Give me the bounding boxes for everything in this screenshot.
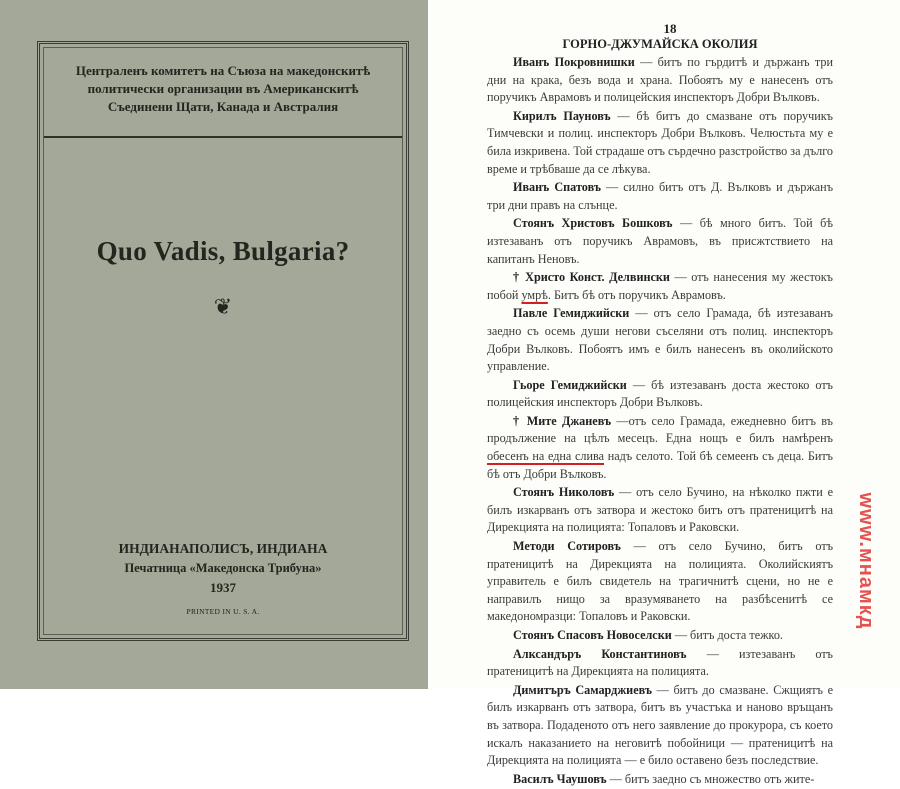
entry-paragraph	[487, 627, 833, 645]
entry-name: Гьоре Гемиджийски	[513, 377, 627, 392]
entry-name: Методи Сотировъ	[513, 539, 621, 554]
entry-name: Павле Гемиджийски	[513, 306, 630, 321]
entry-text: — битъ по гърдитѣ и държанъ три дни на крака, безъ вода и храна. Побоятъ му е нанесенъ отъ поручикъ Аврамовъ и полицейския инспекторъ Добри Вълковъ.	[487, 55, 834, 105]
entry-paragraph	[487, 484, 833, 537]
entry-text: — бѣ битъ до смазване отъ поручикъ Тимчевски и полиц. инспекторъ Добри Вълковъ. Челюстьта му е била изкривена. Той страдаше отъ сърдечно разстройство за дълго време и трѣбваше да се лѣкува.	[487, 108, 833, 176]
entry-paragraph	[487, 682, 833, 770]
entry-name: Алксандъръ Константиновъ	[513, 646, 687, 661]
entry-text: надъ селото. Той бѣ семеенъ съ деца. Битъ бѣ отъ Добри Вълковъ.	[487, 449, 833, 481]
underlined-text: умрѣ	[521, 287, 548, 302]
underlined-text: обесенъ на една слива	[487, 449, 605, 464]
entry-paragraph	[487, 269, 833, 304]
cover-organization: Централенъ комитетъ на Съюза на македонскитѣ политически организации въ Американскитѣ Съединени Щати, Канада и Австралия	[75, 63, 371, 114]
entry-text: — отъ село Бучино, на нѣколко пжти е билъ изкарванъ отъ затвора и жестоко битъ отъ пратеницитѣ на Дирекцията на полицията: Топаловъ и Раковски.	[487, 485, 834, 535]
entry-name: Стоянъ Николовъ	[513, 485, 615, 500]
entry-text: — бѣ много битъ. Той бѣ изтезаванъ отъ поручикъ Аврамовъ, въ присжтствието на капитанъ Неновъ.	[487, 216, 833, 266]
watermark: www.мнамкд	[855, 492, 877, 630]
entry-paragraph	[487, 377, 833, 412]
cover-printed: PRINTED IN U. S. A.	[186, 607, 260, 616]
text-page	[430, 0, 900, 786]
entry-paragraph	[487, 305, 833, 375]
entry-paragraph	[487, 179, 833, 214]
entry-text: — изтезаванъ отъ пратеницитѣ на Дирекцията на полицията.	[487, 646, 833, 679]
entry-text: — силно битъ отъ Д. Вълковъ и държанъ три дни правъ на слънце.	[487, 180, 833, 212]
entry-name: Иванъ Спатовъ	[513, 180, 601, 195]
cover-divider	[44, 136, 402, 138]
entry-text: . Битъ бѣ отъ поручикъ Аврамовъ.	[547, 287, 726, 302]
entry-name: Иванъ Покровнишки	[513, 55, 635, 69]
cover-city: ИНДИАНАПОЛИСЪ, ИНДИАНА	[118, 541, 328, 556]
entry-text: — бѣ изтезаванъ доста жестоко отъ полицейския инспекторъ Добри Вълковъ.	[487, 377, 833, 410]
entry-paragraph	[487, 646, 833, 681]
cover-frame	[37, 41, 409, 641]
entry-text: — отъ село Грамада, бѣ изтезаванъ заедно съ осемь души негови съселяни отъ полиц. инспекторъ Добри Вълковъ. Побоятъ имъ е билъ нанесенъ въ околийското управление.	[487, 306, 833, 374]
entry-paragraph	[487, 215, 833, 268]
ornament-icon: ❦	[213, 294, 233, 319]
entry-paragraph	[487, 771, 833, 789]
entry-text: —отъ село Грамада, ежедневно битъ въ продължение на цѣлъ месецъ. Една нощъ е билъ намѣренъ	[487, 413, 833, 446]
page-body	[487, 54, 833, 789]
entry-text: — битъ доста тежко.	[671, 628, 783, 642]
entry-text: — отъ нанесения му жестокъ побой	[487, 270, 833, 302]
entry-name: † Мите Джаневъ	[513, 413, 612, 428]
entry-name: Кирилъ Пауновъ	[513, 108, 611, 123]
entry-name: Стоянъ Спасовъ Новоселски	[513, 628, 672, 642]
entry-name: Димитъръ Самарджиевъ	[513, 682, 652, 697]
entry-text: — отъ село Бучино, битъ отъ пратеницитѣ на Дирекцията на полицията. Околийскиятъ управитель е билъ свидетель на трагичнитѣ сцени, но не е направилъ нищо за вразумяването на разбѣсенитѣ се македономразци: Топаловъ и Раковски.	[487, 539, 833, 624]
entry-paragraph	[487, 538, 833, 626]
cover-title: Quo Vadis, Bulgaria?	[96, 236, 350, 266]
entry-text: — битъ заедно съ множество отъ жите-	[606, 771, 815, 786]
cover-year: 1937	[210, 580, 236, 595]
entry-paragraph	[487, 413, 833, 483]
section-heading: ГОРНО-ДЖУМАЙСКА ОКОЛИЯ	[562, 37, 758, 51]
entry-name: Стоянъ Христовъ Бошковъ	[513, 216, 673, 231]
entry-text: — битъ до смазване. Сжщиятъ е билъ изкарванъ отъ затвора, битъ въ участъка и наново връщанъ въ затвора. Подаденото отъ него заявление до прокурора, съ което искалъ наказанието на неговитѣ побойници — пратеницитѣ на Дирекцията на полицията — е било оставено безъ последствие.	[487, 682, 833, 768]
entry-paragraph	[487, 54, 833, 107]
book-cover	[0, 0, 428, 689]
page-number: 18	[663, 21, 677, 36]
cover-press: Печатница «Македонска Трибуна»	[124, 561, 322, 575]
entry-paragraph	[487, 108, 833, 178]
entry-name: † Христо Конст. Делвински	[513, 270, 670, 285]
entry-name: Василъ Чаушовъ	[513, 771, 607, 786]
